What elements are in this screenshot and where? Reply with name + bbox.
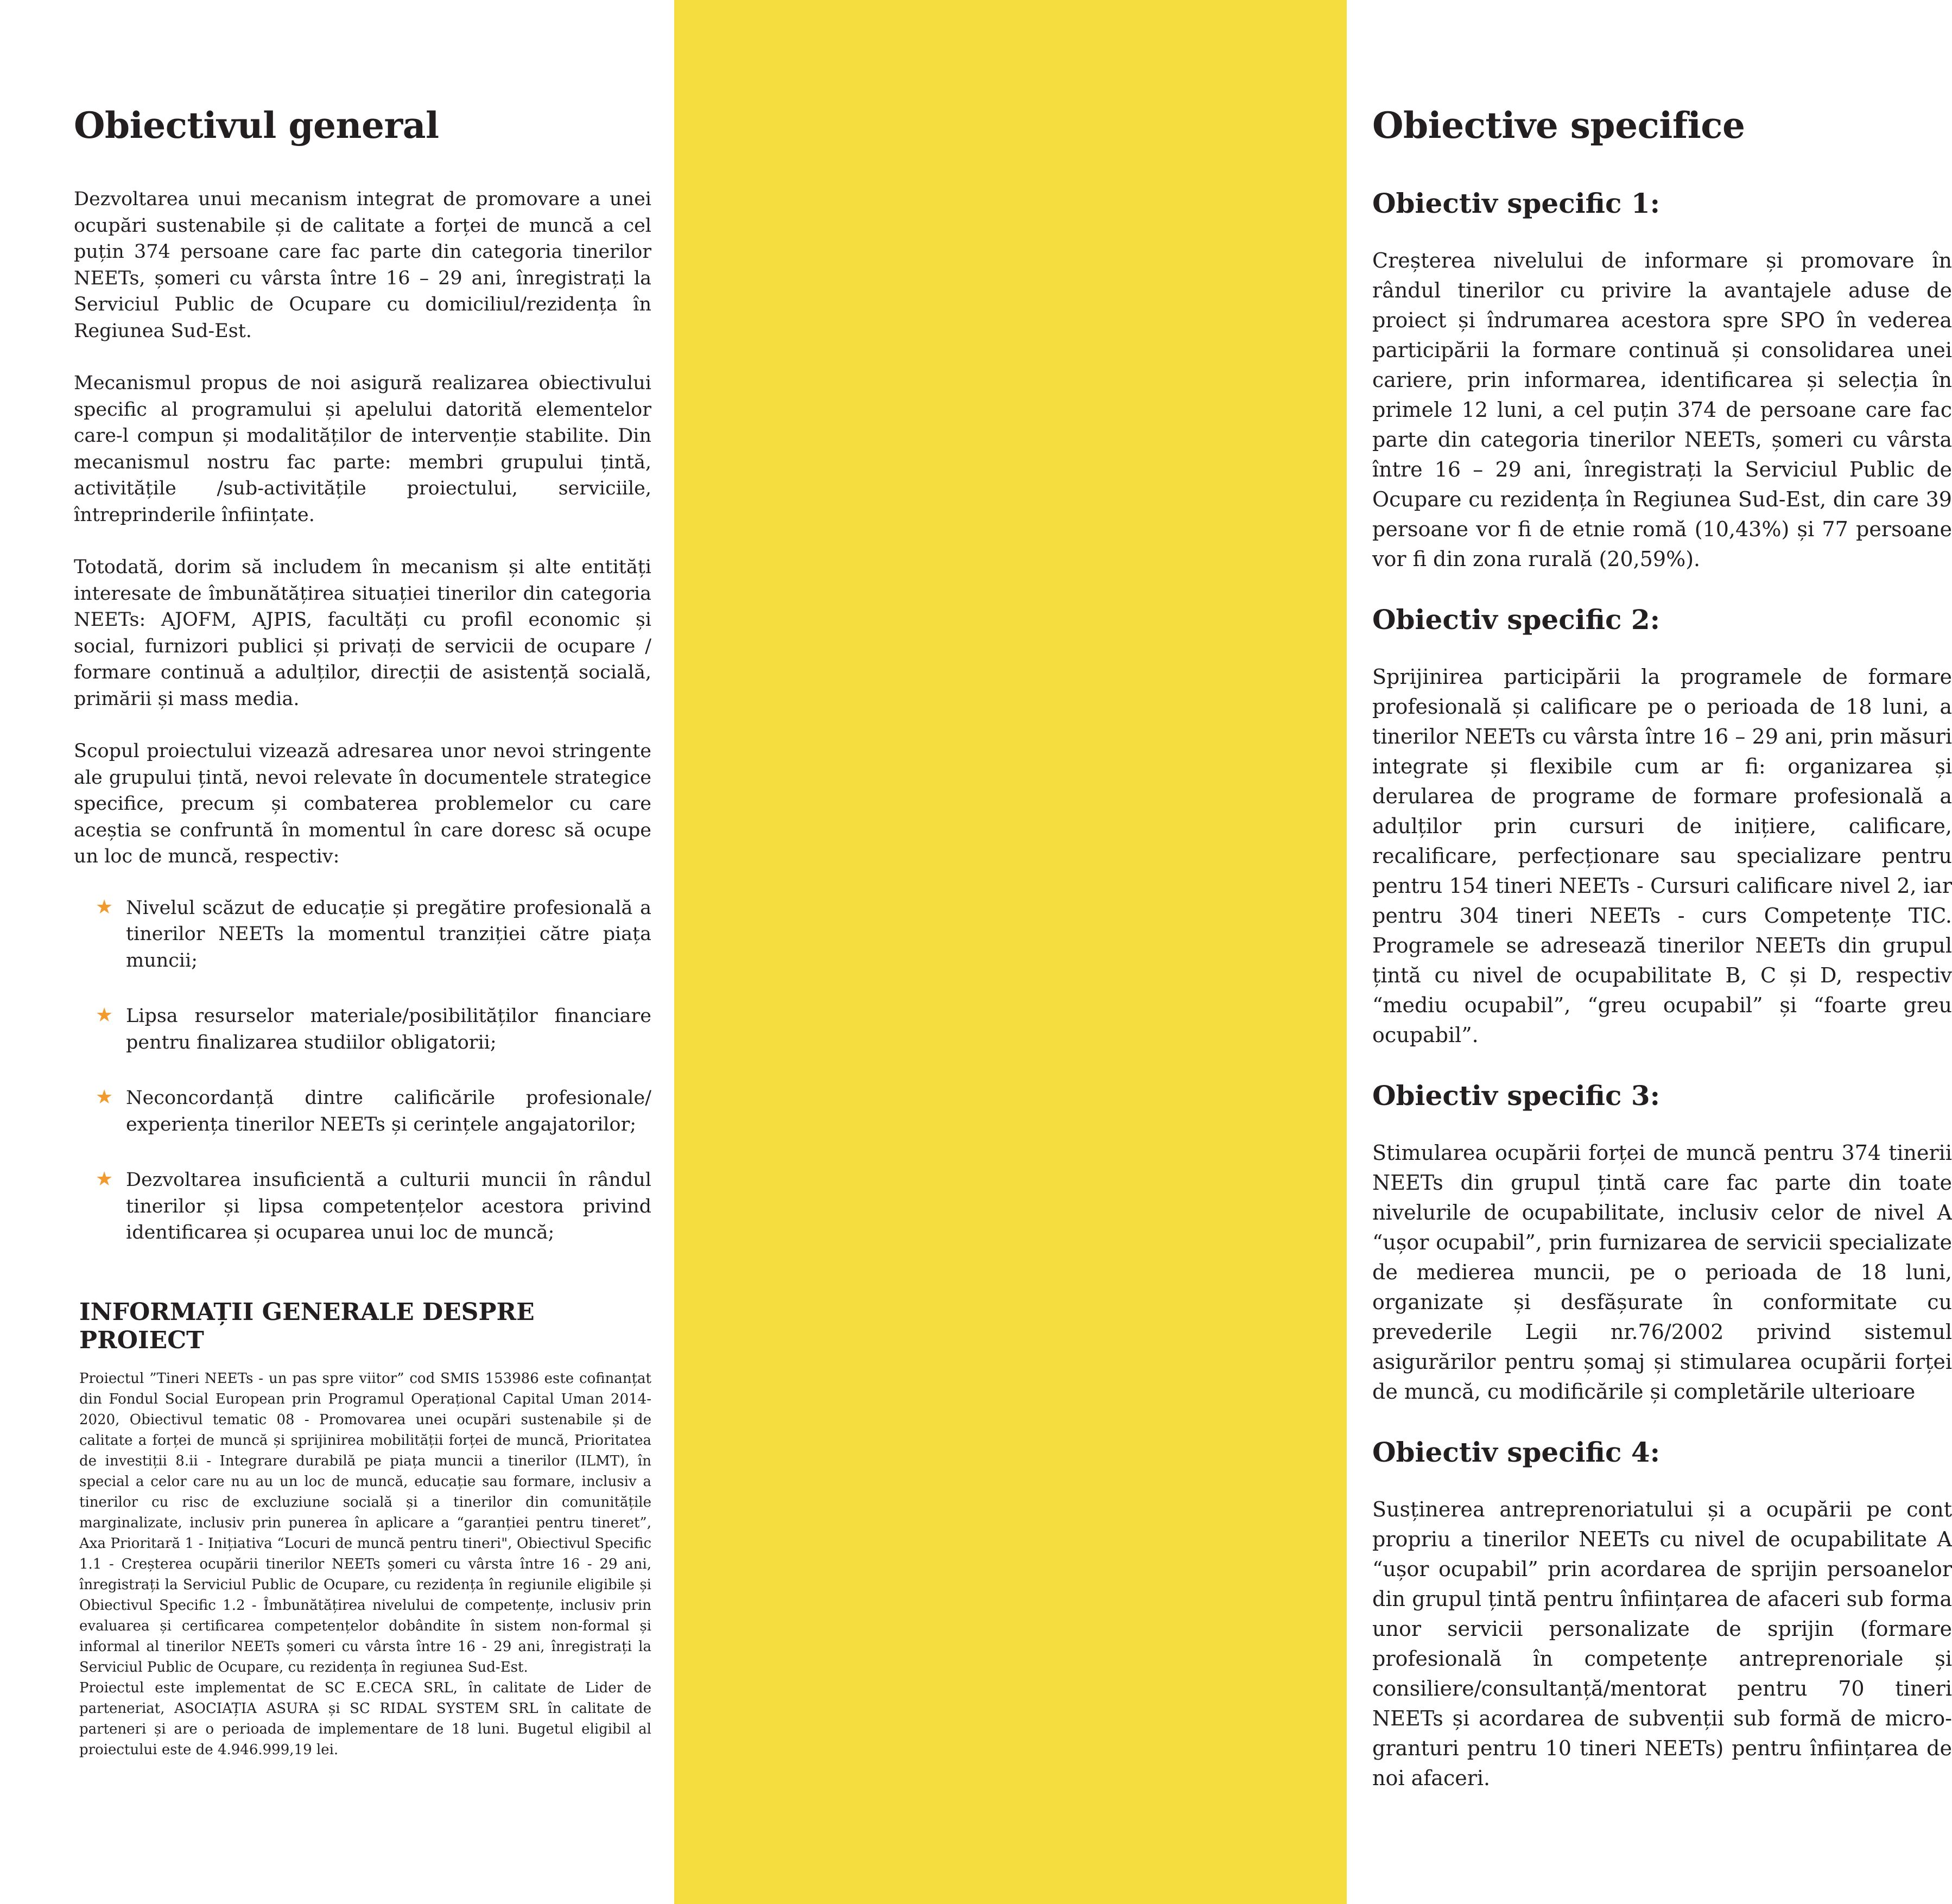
project-info-paragraph: Proiectul este implementat de SC E.CECA SRL, în calitate de Lider de parteneriat, ASOCIAȚIA ASURA și SC RIDAL SYSTEM SRL în calitate de parteneri și are o perioada de implementare de 18 luni. Bugetul eligibil al proiectului este de 4.946.999,19 lei. [79,1680,651,1759]
project-info-section [74,1298,651,1761]
general-objective-title: Obiectivul general [74,104,439,147]
general-paragraph: Dezvoltarea unui mecanism integrat de promovare a unei ocupări sustenabile și de calitate a forței de muncă a cel puțin 374 persoane care fac parte din categoria tinerilor NEETs, șomeri cu vârsta între 16 – 29 ani, înregistrați la Serviciul Public de Ocupare cu domiciliul/rezidența în Regiunea Sud-Est. [74,188,651,342]
general-paragraph: Totodată, dorim să includem în mecanism și alte entități interesate de îmbunătățirea situației tinerilor din categoria NEETs: AJOFM, AJPIS, facultăți cu profil economic și social, furnizori publici și privați de servicii de ocupare / formare continuă a adulților, direcții de asistență socială, primării și mass media. [74,556,651,710]
left-column [0,0,674,1904]
objective-heading: Obiectiv specific 3: [1372,1080,1661,1112]
star-icon: ★ [96,1168,113,1191]
objective-text: Stimularea ocupării forței de muncă pentru 374 tinerii NEETs din grupul țintă care fac parte din toate nivelurile de ocupabilitate, inclusiv celor de nivel A “ușor ocupabil”, prin furnizarea de servicii specializate de medierea muncii, pe o perioada de 18 luni, organizate și desfășurate în conformitate cu prevederile Legii nr.76/2002 privind sistemul asigurărilor pentru șomaj și stimularea ocupării forței de muncă, cu modificările și completările ulterioare [1372,1141,1952,1404]
star-icon: ★ [96,1086,113,1109]
list-item [74,1167,651,1246]
project-info-title: INFORMAȚII GENERALE DESPRE PROIECT [79,1298,535,1355]
objective-block [1372,1080,1952,1407]
list-item [74,1085,651,1138]
objective-text: Susținerea antreprenoriatului și a ocupării pe cont propriu a tinerilor NEETs cu nivel de ocupabilitate A “ușor ocupabil” prin acordarea de sprijin persoanelor din grupul țintă pentru înființarea de afaceri sub forma unor servicii personalizate de sprijin (formare profesională în competențe antreprenoriale și consiliere/consultanță/mentorat pentru 70 tineri NEETs și acordarea de subvenții sub formă de micro-granturi pentru 10 tineri NEETs) pentru înființarea de noi afaceri. [1372,1497,1952,1791]
objective-heading: Obiectiv specific 1: [1372,187,1661,220]
list-item [74,895,651,974]
objective-heading: Obiectiv specific 4: [1372,1436,1661,1469]
general-objective-section [74,98,651,1760]
star-icon: ★ [96,1004,113,1027]
specific-objectives-title: Obiective specifice [1372,104,1745,147]
objective-block [1372,604,1952,1050]
list-item-text: Nivelul scăzut de educație și pregătire profesională a tinerilor NEETs la momentul tranziției către piața muncii; [126,897,651,972]
objective-block [1372,187,1952,574]
objective-block [1372,1436,1952,1793]
list-item [74,1003,651,1056]
star-icon: ★ [96,896,113,918]
project-info-paragraph: Proiectul ”Tineri NEETs - un pas spre viitor” cod SMIS 153986 este cofinanțat din Fondul Social European prin Programul Operațional Capital Uman 2014-2020, Obiectivul tematic 08 - Promovarea unei ocupări sustenabile și de calitate a forței de muncă și sprijinirea mobilității forței de muncă, Prioritatea de investiții 8.ii - Integrare durabilă pe piața muncii a tinerilor (ILMT), în special a celor care nu au un loc de muncă, educație sau formare, inclusiv a tinerilor cu risc de excluziune socială și a tinerilor din comunitățile marginalizate, inclusiv prin punerea în aplicare a “garanției pentru tineret”, Axa Prioritară 1 - Inițiativa “Locuri de muncă pentru tineri", Obiectivul Specific 1.1 - Creșterea ocupării tinerilor NEETs șomeri cu vârsta între 16 - 29 ani, înregistrați la Serviciul Public de Ocupare, cu rezidența în regiunile eligibile și Obiectivul Specific 1.2 - Îmbunătățirea nivelului de competențe, inclusiv prin evaluarea și certificarea competențelor dobândite în sistem non-formal și informal al tinerilor NEETs șomeri cu vârsta între 16 - 29 ani, înregistrați la Serviciul Public de Ocupare, cu rezidența în regiunea Sud-Est. [79,1370,651,1676]
general-paragraph: Mecanismul propus de noi asigură realizarea obiectivului specific al programului și apelului datorită elementelor care-l compun și modalităților de intervenție stabilite. Din mecanismul nostru fac parte: membri grupului țintă, activitățile /sub-activitățile proiectului, serviciile, întreprinderile înființate. [74,372,651,526]
objective-heading: Obiectiv specific 2: [1372,604,1661,636]
objective-text: Sprijinirea participării la programele de formare profesională și calificare pe o perioada de 18 luni, a tinerilor NEETs cu vârsta între 16 – 29 ani, prin măsuri integrate și flexibile cum ar fi: organizarea și derularea de programe de formare profesională a adulților prin cursuri de inițiere, calificare, recalificare, perfecționare sau specializare pentru pentru 154 tineri NEETs - Cursuri calificare nivel 2, iar pentru 304 tineri NEETs - curs Competențe TIC. Programele se adresează tinerilor NEETs din grupul țintă cu nivel de ocupabilitate B, C și D, respectiv “mediu ocupabil”, “greu ocupabil” și “foarte greu ocupabil”. [1372,665,1952,1048]
right-column [674,0,1952,1904]
list-item-text: Neconcordanță dintre calificările profesionale/ experiența tinerilor NEETs și cerințele angajatorilor; [126,1087,651,1135]
list-item-text: Dezvoltarea insuficientă a culturii muncii în rândul tinerilor și lipsa competențelor acestora privind identificarea și ocuparea unui loc de muncă; [126,1169,651,1244]
general-paragraph: Scopul proiectului vizează adresarea unor nevoi stringente ale grupului țintă, nevoi relevate în documentele strategice specifice, precum și combaterea problemelor cu care aceștia se confruntă în momentul în care doresc să ocupe un loc de muncă, respectiv: [74,740,651,868]
specific-objectives-section [1372,98,1952,1793]
list-item-text: Lipsa resurselor materiale/posibilităților financiare pentru finalizarea studiilor obligatorii; [126,1005,651,1053]
objective-text: Creșterea nivelului de informare și promovare în rândul tinerilor cu privire la avantajele aduse de proiect și îndrumarea acestora spre SPO în vederea participării la formare continuă și consolidarea unei cariere, prin informarea, identificarea și selecția în primele 12 luni, a cel puțin 374 de persoane care fac parte din categoria tinerilor NEETs, șomeri cu vârsta între 16 – 29 ani, înregistrați la Serviciul Public de Ocupare cu rezidența în Regiunea Sud-Est, din care 39 persoane vor fi de etnie romă (10,43%) și 77 persoane vor fi din zona rurală (20,59%). [1372,249,1952,572]
needs-list [74,895,651,1246]
